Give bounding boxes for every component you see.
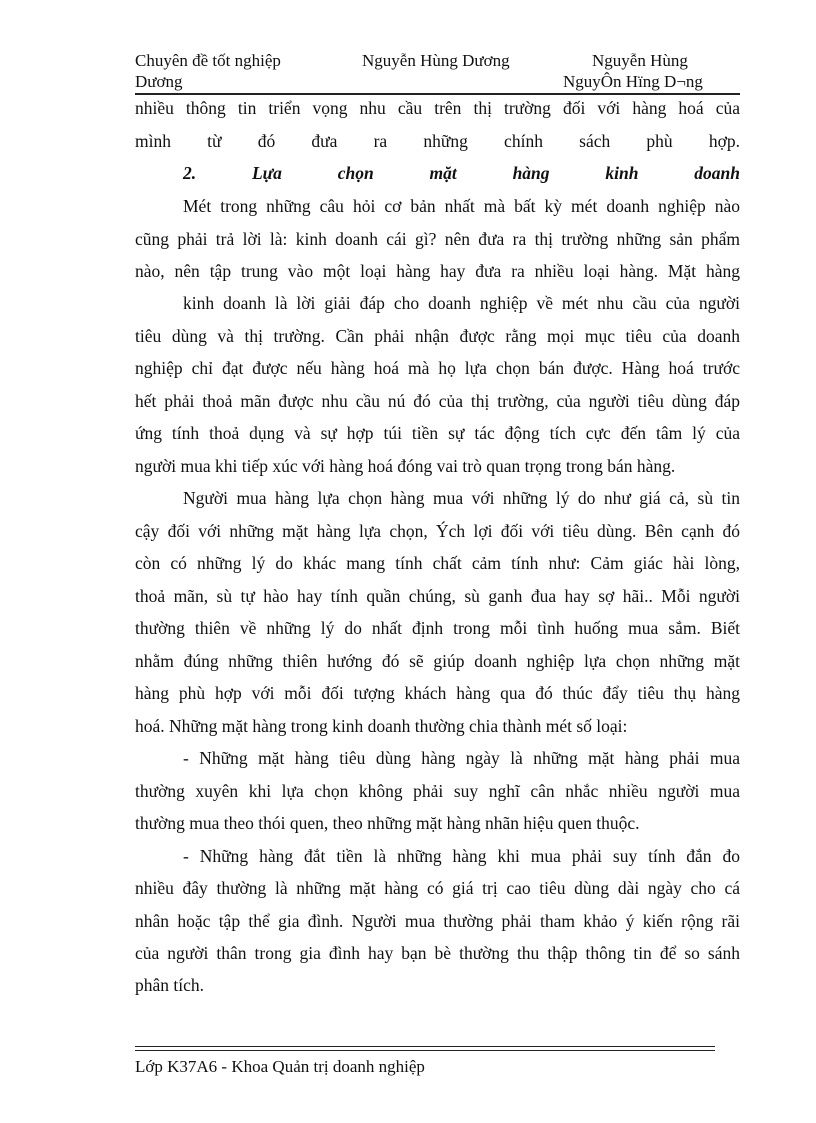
body-line: nhiều thông tin triển vọng nhu cầu trên thị trường đối với hàng hoá của xyxy=(135,98,740,118)
body-line: của người thân trong gia đình hay bạn bè thường thu thập thông tin để so sánh xyxy=(135,943,740,963)
body-line: kinh doanh là lời giải đáp cho doanh nghiệp về mét nhu cầu của người xyxy=(183,293,740,313)
body-line: phân tích. xyxy=(135,975,205,995)
header-rule xyxy=(135,93,740,95)
body-line: mình từ đó đưa ra những chính sách phù hợp. xyxy=(135,131,740,151)
body-line: tiêu dùng và thị trường. Cần phải nhận được rằng mọi mục tiêu của doanh xyxy=(135,326,740,346)
body-line: cũng phải trả lời là: kinh doanh cái gì? nên đưa ra thị trường những sản phẩm xyxy=(135,229,740,249)
footer-text: Lớp K37A6 - Khoa Quản trị doanh nghiệp xyxy=(135,1057,425,1076)
body-line: - Những hàng đắt tiền là những hàng khi mua phải suy tính đắn đo xyxy=(183,846,740,866)
body-line: người mua khi tiếp xúc với hàng hoá đóng vai trò quan trọng trong bán hàng. xyxy=(135,456,676,476)
body-line: nhằm đúng những thiên hướng đó sẽ giúp doanh nghiệp lựa chọn những mặt xyxy=(135,651,740,671)
body-line: thường xuyên khi lựa chọn không phải suy nghĩ cân nhắc nhiều người mua xyxy=(135,781,740,801)
header-middle: Nguyễn Hùng Dương xyxy=(362,51,510,70)
body-line: còn có những lý do khác mang tính chất cảm tính như: Cảm giác hài lòng, xyxy=(135,553,740,573)
footer-rule-top xyxy=(135,1046,715,1047)
body-line: nghiệp chỉ đạt được nếu hàng hoá mà họ lựa chọn bán được. Hàng hoá trước xyxy=(135,358,740,378)
body-line: hàng phù hợp với mỗi đối tượng khách hàng qua đó thúc đẩy tiêu thụ hàng xyxy=(135,683,740,703)
header-right-line-2: NguyÔn Hïng D¬ng xyxy=(563,72,703,91)
body-line: thoả mãn, sù tự hào hay tính quần chúng, sù ganh đua hay sợ hãi.. Mỗi người xyxy=(135,586,740,606)
body-line: hoá. Những mặt hàng trong kinh doanh thường chia thành mét số loại: xyxy=(135,716,628,736)
footer-rule-bottom xyxy=(135,1050,715,1051)
body-line: nhân hoặc tập thể gia đình. Người mua thường phải tham khảo ý kiến rộng rãi xyxy=(135,911,740,931)
body-line: nào, nên tập trung vào một loại hàng hay đưa ra nhiều loại hàng. Mặt hàng xyxy=(135,261,740,281)
body-line: Người mua hàng lựa chọn hàng mua với những lý do như giá cả, sù tin xyxy=(183,488,740,508)
body-line: cậy đối với những mặt hàng lựa chọn, Ých lợi đối với tiêu dùng. Bên cạnh đó xyxy=(135,521,740,541)
body-line: - Những mặt hàng tiêu dùng hàng ngày là những mặt hàng phải mua xyxy=(183,748,740,768)
header-left-line-2: Dương xyxy=(135,72,183,91)
body-line: Mét trong những câu hỏi cơ bản nhất mà bất kỳ mét doanh nghiệp nào xyxy=(183,196,740,216)
body-line: thường thiên về những lý do nhất định trong mỗi tình huống mua sắm. Biết xyxy=(135,618,740,638)
body-line: hết phải thoả mãn được nhu cầu nú đó của thị trường, của người tiêu dùng đáp xyxy=(135,391,740,411)
body-line: nhiều đây thường là những mặt hàng có giá trị cao tiêu dùng dài ngày cho cá xyxy=(135,878,740,898)
header-right-line-1: Nguyễn Hùng xyxy=(592,51,688,70)
section-heading: 2. Lựa chọn mặt hàng kinh doanh xyxy=(183,163,740,183)
body-line: thường mua theo thói quen, theo những mặt hàng nhãn hiệu quen thuộc. xyxy=(135,813,640,833)
header-left-line-1: Chuyên đề tốt nghiệp xyxy=(135,51,281,70)
body-line: ứng tính thoả dụng và sự hợp túi tiền sự tác động tích cực đến tâm lý của xyxy=(135,423,740,443)
